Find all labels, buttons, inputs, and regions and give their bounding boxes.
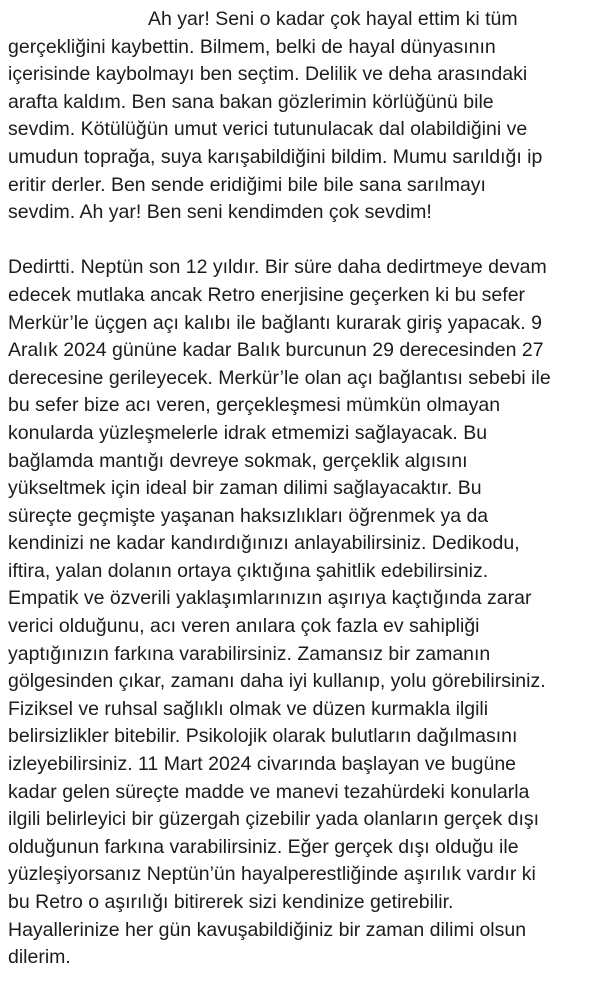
text-line: derecesine gerileyecek. Merkür’le olan açı bağlantısı sebebi ile — [8, 366, 551, 389]
text-line: kendinizi ne kadar kandırdığınızı anlayabilirsiniz. Dedikodu, — [8, 532, 520, 555]
paragraph-astrology — [8, 254, 598, 971]
text-line: izleyebilirsiniz. 11 Mart 2024 civarında başlayan ve bugüne — [8, 753, 517, 776]
article-body — [8, 6, 598, 972]
paragraph-poem — [8, 6, 598, 227]
text-line: içerisinde kaybolmayı ben seçtim. Delilik ve deha arasındaki — [8, 63, 528, 86]
text-line: ilgili belirleyici bir güzergah çizebilir yada olanların gerçek dışı — [8, 808, 540, 831]
text-line: eritir derler. Ben sende eridiğimi bile bile sana sarılmayı — [8, 173, 486, 196]
text-line: Hayallerinize her gün kavuşabildiğiniz bir zaman dilimi olsun — [8, 918, 527, 941]
text-line: Ah yar! Seni o kadar çok hayal ettim ki tüm — [148, 8, 518, 30]
text-line: olduğunun farkına varabilirsiniz. Eğer gerçek dışı olduğu ile — [8, 835, 519, 858]
text-line: bağlamda mantığı devreye sokmak, gerçeklik algısını — [8, 449, 468, 472]
paragraph-spacer — [8, 227, 598, 255]
text-line: Empatik ve özverili yaklaşımlarınızın aşırıya kaçtığında zarar — [8, 587, 532, 610]
text-line: konularda yüzleşmelerle idrak etmemizi sağlayacak. Bu — [8, 421, 488, 444]
text-line: verici olduğunu, acı veren anılara çok fazla ev sahipliği — [8, 615, 480, 638]
text-line: sevdim. Kötülüğün umut verici tutunulacak dal olabildiğini ve — [8, 118, 528, 141]
text-line: Aralık 2024 gününe kadar Balık burcunun 29 derecesinden 27 — [8, 339, 544, 362]
text-line: gerçekliğini kaybettin. Bilmem, belki de hayal dünyasının — [8, 35, 496, 58]
text-line: sevdim. Ah yar! Ben seni kendimden çok sevdim! — [8, 201, 432, 224]
text-line: belirsizlikler bitebilir. Psikolojik olarak bulutların dağılmasını — [8, 725, 518, 748]
text-line: arafta kaldım. Ben sana bakan gözlerimin körlüğünü bile — [8, 90, 494, 113]
text-line: umudun toprağa, suya karışabildiğini bildim. Mumu sarıldığı ip — [8, 145, 543, 168]
text-line: kadar gelen süreçte madde ve manevi tezahürdeki konularla — [8, 780, 530, 803]
text-line: edecek mutlaka ancak Retro enerjisine geçerken ki bu sefer — [8, 283, 526, 306]
text-line: bu Retro o aşırılığı bitirerek sizi kendinize getirebilir. — [8, 891, 454, 913]
text-line: Dedirtti. Neptün son 12 yıldır. Bir süre daha dedirtmeye devam — [8, 256, 547, 279]
text-line: dilerim. — [8, 946, 71, 969]
text-line: Merkür’le üçgen açı kalıbı ile bağlantı kurarak giriş yapacak. 9 — [8, 311, 542, 334]
text-line: süreçte geçmişte yaşanan haksızlıkları öğrenmek ya da — [8, 504, 489, 527]
text-line: yüzleşiyorsanız Neptün’ün hayalperestliğinde aşırılık vardır ki — [8, 863, 536, 886]
text-line: yaptığınızın farkına varabilirsiniz. Zamansız bir zamanın — [8, 642, 491, 665]
text-line: Fiziksel ve ruhsal sağlıklı olmak ve düzen kurmakla ilgili — [8, 697, 489, 720]
text-line: bu sefer bize acı veren, gerçekleşmesi mümkün olmayan — [8, 394, 501, 417]
text-line: gölgesinden çıkar, zamanı daha iyi kullanıp, yolu görebilirsiniz. — [8, 670, 546, 693]
text-line: yükseltmek için ideal bir zaman dilimi sağlayacaktır. Bu — [8, 477, 482, 500]
text-line: iftira, yalan dolanın ortaya çıktığına şahitlik edebilirsiniz. — [8, 559, 489, 582]
